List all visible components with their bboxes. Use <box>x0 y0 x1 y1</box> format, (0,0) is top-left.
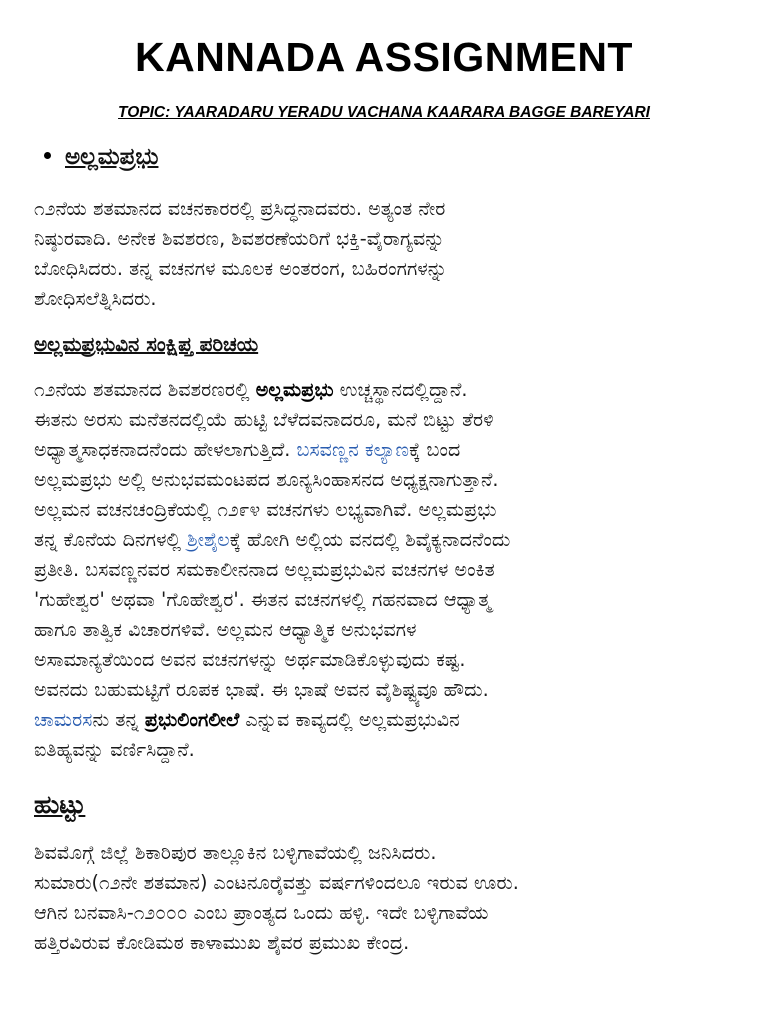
birth-line: ಆಗಿನ ಬನವಾಸಿ-೧೨೦೦೦ ಎಂಬ ಪ್ರಾಂತ್ಯದ ಒಂದು ಹಳ್ಳಿ. ಇದೇ ಬಳ್ಳಿಗಾವೆಯ <box>34 901 489 924</box>
intro-line: ಬೋಧಿಸಿದರು. ತನ್ನ ವಚನಗಳ ಮೂಲಕ ಅಂತರಂಗ, ಬಹಿರಂಗಗಳನ್ನು <box>34 257 448 280</box>
bio-text: ನು ತನ್ನ <box>92 708 145 731</box>
bio-line <box>34 705 739 735</box>
document-title: KANNADA ASSIGNMENT <box>135 34 633 80</box>
bio-line: ಐತಿಹ್ಯವನ್ನು ವರ್ಣಿಸಿದ್ದಾನೆ. <box>34 738 195 761</box>
birth-line: ಶಿವಮೊಗ್ಗೆ ಜಿಲ್ಲೆ ಶಿಕಾರಿಪುರ ತಾಲ್ಲೂಕಿನ ಬಳ್ಳಿಗಾವೆಯಲ್ಲಿ ಜನಿಸಿದರು. <box>34 841 437 864</box>
bio-line: ಈತನು ಅರಸು ಮನೆತನದಲ್ಲಿಯೆ ಹುಟ್ಟಿ ಬೆಳೆದವನಾದರೂ, ಮನೆ ಬಿಟ್ಟು ತೆರಳಿ <box>34 408 494 431</box>
intro-line: ನಿಷ್ಠುರವಾದಿ. ಅನೇಕ ಶಿವಶರಣ, ಶಿವಶರಣೆಯರಿಗೆ ಭಕ್ತಿ-ವೈರಾಗ್ಯವನ್ನು <box>34 227 445 250</box>
bio-text: ಅಧ್ಯಾತ್ಮಸಾಧಕನಾದನೆಂದು ಹೇಳಲಾಗುತ್ತಿದೆ. <box>34 438 297 461</box>
bio-line <box>34 435 739 465</box>
document-topic: TOPIC: YAARADARU YERADU VACHANA KAARARA BAGGE BAREYARI <box>118 104 650 121</box>
intro-line: ೧೨ನೆಯ ಶತಮಾನದ ವಚನಕಾರರಲ್ಲಿ ಪ್ರಸಿದ್ಧನಾದವರು. ಅತ್ಯಂತ ನೇರ <box>34 197 446 220</box>
bio-line: ಹಾಗೂ ತಾತ್ವಿಕ ವಿಚಾರಗಳಿವೆ. ಅಲ್ಲಮನ ಆಧ್ಯಾತ್ಮಿಕ ಅನುಭವಗಳ <box>34 618 417 641</box>
bio-text: ೧೨ನೆಯ ಶತಮಾನದ ಶಿವಶರಣರಲ್ಲಿ <box>34 378 256 401</box>
subheading: ಅಲ್ಲಮಪ್ರಭುವಿನ ಸಂಕ್ಷಿಪ್ತ ಪರಿಚಯ <box>34 332 259 356</box>
bio-line <box>34 525 739 555</box>
bio-line <box>34 375 739 405</box>
bio-text: ಎನ್ನುವ ಕಾವ್ಯದಲ್ಲಿ ಅಲ್ಲಮಪ್ರಭುವಿನ <box>239 708 460 731</box>
bio-text: ತನ್ನ ಕೊನೆಯ ದಿನಗಳಲ್ಲಿ <box>34 528 188 551</box>
birth-line: ಸುಮಾರು(೧೨ನೇ ಶತಮಾನ) ಎಂಟನೂರೈವತ್ತು ವರ್ಷಗಳಿಂದಲೂ ಇರುವ ಊರು. <box>34 871 519 894</box>
bullet-heading: ಅಲ್ಲಮಪ್ರಭು <box>65 144 159 170</box>
bio-text: ಉಚ್ಚಸ್ಥಾನದಲ್ಲಿದ್ದಾನೆ. <box>333 378 468 401</box>
link-srishaila[interactable]: ಶ್ರೀಶೈಲ <box>187 528 230 551</box>
bio-text: ಕ್ಕೆ ಹೋಗಿ ಅಲ್ಲಿಯ ವನದಲ್ಲಿ ಶಿವೈಕ್ಯನಾದನೆಂದು <box>229 528 511 551</box>
bullet-dot-icon <box>44 152 51 159</box>
birth-line: ಹತ್ತಿರವಿರುವ ಕೋಡಿಮಠ ಕಾಳಾಮುಖ ಶೈವರ ಪ್ರಮುಖ ಕೇಂದ್ರ. <box>34 931 410 954</box>
bio-line: 'ಗುಹೇಶ್ವರ' ಅಥವಾ 'ಗೊಹೇಶ್ವರ'. ಈತನ ವಚನಗಳಲ್ಲಿ ಗಹನವಾದ ಆಧ್ಯಾತ್ಮ <box>34 588 492 611</box>
bio-text: ಕ್ಕೆ ಬಂದ <box>409 438 461 461</box>
bullet-item <box>44 144 158 170</box>
link-chamarasa[interactable]: ಚಾಮರಸ <box>34 708 93 731</box>
bio-paragraph <box>34 375 739 765</box>
bio-line: ಪ್ರತೀತಿ. ಬಸವಣ್ಣನವರ ಸಮಕಾಲೀನನಾದ ಅಲ್ಲಮಪ್ರಭುವಿನ ವಚನಗಳ ಅಂಕಿತ <box>34 558 495 581</box>
intro-line: ಶೋಧಿಸಲೆತ್ನಿಸಿದರು. <box>34 287 157 310</box>
section-heading: ಹುಟ್ಟು <box>34 790 86 819</box>
bio-line: ಅವನದು ಬಹುಮಟ್ಟಿಗೆ ರೂಪಕ ಭಾಷೆ. ಈ ಭಾಷೆ ಅವನ ವೈಶಿಷ್ಟ್ಯವೂ ಹೌದು. <box>34 678 489 701</box>
bio-line: ಅಲ್ಲಮನ ವಚನಚಂದ್ರಿಕೆಯಲ್ಲಿ ೧೨೯೪ ವಚನಗಳು ಲಭ್ಯವಾಗಿವೆ. ಅಲ್ಲಮಪ್ರಭು <box>34 498 497 521</box>
bio-bold-title: ಪ್ರಭುಲಿಂಗಲೀಲೆ <box>144 708 240 731</box>
birth-paragraph <box>34 838 739 958</box>
bio-line: ಅಲ್ಲಮಪ್ರಭು ಅಲ್ಲಿ ಅನುಭವಮಂಟಪದ ಶೂನ್ಯಸಿಂಹಾಸನದ ಅಧ್ಯಕ್ಷನಾಗುತ್ತಾನೆ. <box>34 468 499 491</box>
bio-bold-name: ಅಲ್ಲಮಪ್ರಭು <box>255 378 334 401</box>
link-basavanna-kalyana[interactable]: ಬಸವಣ್ಣನ ಕಲ್ಯಾಣ <box>296 438 410 461</box>
bio-line: ಅಸಾಮಾನ್ಯತೆಯಿಂದ ಅವನ ವಚನಗಳನ್ನು ಅರ್ಥಮಾಡಿಕೊಳ್ಳುವುದು ಕಷ್ಟ. <box>34 648 466 671</box>
intro-paragraph <box>34 194 739 314</box>
